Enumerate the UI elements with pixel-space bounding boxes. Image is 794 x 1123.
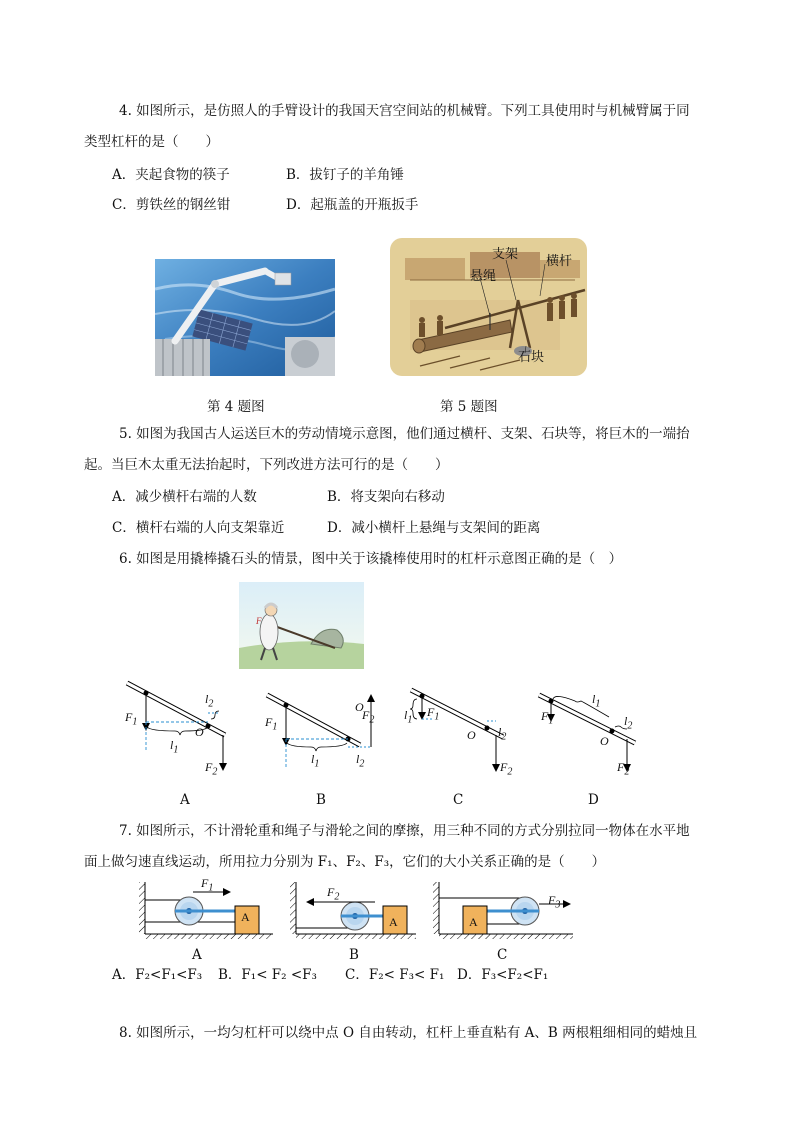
diag-a-f1: $F_1$: [125, 710, 138, 728]
diagram-b-label: B: [316, 792, 326, 808]
q4-stem-line2: 类型杠杆的是（ ）: [84, 134, 219, 150]
diag-b-l2: $l_2$: [356, 752, 365, 770]
diagram-c-label: C: [453, 792, 464, 808]
q4-option-d: D．起瓶盖的开瓶扳手: [286, 197, 419, 213]
diag-a-o: O: [195, 725, 204, 739]
label-stone: 石块: [518, 349, 545, 364]
figure5-caption: 第 5 题图: [440, 399, 498, 415]
pulley-label-c: C: [497, 947, 508, 963]
q5-option-c: C．横杆右端的人向支架靠近: [112, 520, 285, 536]
q5-option-a: A．减少横杆右端的人数: [112, 489, 257, 505]
diag-c-f2: $F_2$: [500, 760, 513, 778]
robotic-arm-photo: [155, 259, 335, 376]
pulley-label-b: B: [349, 947, 359, 963]
pulley-diagram-b: [290, 882, 416, 939]
q8-stem-line1: 8. 如图所示，一均匀杠杆可以绕中点 O 自由转动，杠杆上垂直粘有 A、B 两根粗细相同的蜡烛且: [119, 1025, 698, 1041]
q4-stem-line1: 4. 如图所示，是仿照人的手臂设计的我国天宫空间站的机械臂。下列工具使用时与机械臂属于同: [119, 103, 690, 119]
diag-d-o: O: [600, 734, 609, 748]
diag-d-f2: $F_2$: [617, 760, 630, 778]
figure4-caption: 第 4 题图: [207, 399, 265, 415]
diag-b-f1: $F_1$: [265, 715, 278, 733]
diag-b-o: O: [355, 700, 364, 714]
q7-stem-line1: 7. 如图所示，不计滑轮重和绳子与滑轮之间的摩擦，用三种不同的方式分别拉同一物体在水平地: [119, 823, 690, 839]
q7-option-a: A．F₂<F₁<F₃: [112, 967, 203, 983]
label-bar: 横杆: [546, 253, 573, 268]
diag-b-l1: $l_1$: [311, 752, 320, 770]
q7-option-d: D．F₃<F₂<F₁: [457, 967, 549, 983]
q5-option-b: B．将支架向右移动: [327, 489, 445, 505]
diag-a-l2: $l_2$: [205, 692, 214, 710]
pulley-label-a: A: [192, 947, 202, 963]
diagram-d-label: D: [588, 792, 599, 808]
diag-c-l1: $l_1$: [404, 708, 413, 726]
q4-option-a: A．夹起食物的筷子: [112, 167, 230, 183]
q6-stem-line1: 6. 如图是用撬棒撬石头的情景，图中关于该撬棒使用时的杠杆示意图正确的是（ ）: [119, 551, 623, 567]
pulley-a-f1: $F_1$: [201, 876, 214, 894]
diag-d-l2: $l_2$: [624, 714, 633, 732]
q7-option-c: C．F₂< F₃< F₁: [345, 967, 445, 983]
diag-c-o: O: [467, 728, 476, 742]
diag-d-l1: $l_1$: [592, 692, 601, 710]
q5-option-d: D．减小横杆上悬绳与支架间的距离: [327, 520, 541, 536]
label-rope: 悬绳: [470, 268, 497, 283]
q5-stem-line1: 5. 如图为我国古人运送巨木的劳动情境示意图，他们通过横杆、支架、石块等，将巨木的一端抬: [119, 426, 690, 442]
diag-b-f2: $F_2$: [362, 708, 375, 726]
q4-option-c: C．剪铁丝的钢丝钳: [112, 197, 231, 213]
pulley-a-block: A: [241, 910, 250, 924]
pulley-c-f3: $F_3$: [548, 893, 561, 911]
pulley-b-f2: $F_2$: [327, 885, 340, 903]
q4-option-b: B．拔钉子的羊角锤: [286, 167, 404, 183]
q7-stem-line2: 面上做匀速直线运动，所用拉力分别为 F₁、F₂、F₃，它们的大小关系正确的是（ ）: [84, 854, 606, 870]
crowbar-force-label: F: [256, 616, 262, 626]
lever-diagram-c: [410, 690, 503, 771]
diag-a-l1: $l_1$: [170, 738, 179, 756]
diag-c-f1: $F_1$: [427, 705, 440, 723]
diag-c-l2: $l_2$: [498, 725, 507, 743]
pulley-diagram-c: [433, 882, 573, 939]
q7-option-b: B．F₁< F₂ <F₃: [218, 967, 317, 983]
q5-stem-line2: 起。当巨木太重无法抬起时，下列改进方法可行的是（ ）: [84, 457, 449, 473]
pulley-c-block: A: [469, 915, 478, 929]
diag-d-f1: $F_1$: [541, 709, 554, 727]
diagram-a-label: A: [180, 792, 190, 808]
diag-a-f2: $F_2$: [205, 760, 218, 778]
label-support: 支架: [492, 246, 519, 261]
pulley-b-block: A: [389, 915, 398, 929]
